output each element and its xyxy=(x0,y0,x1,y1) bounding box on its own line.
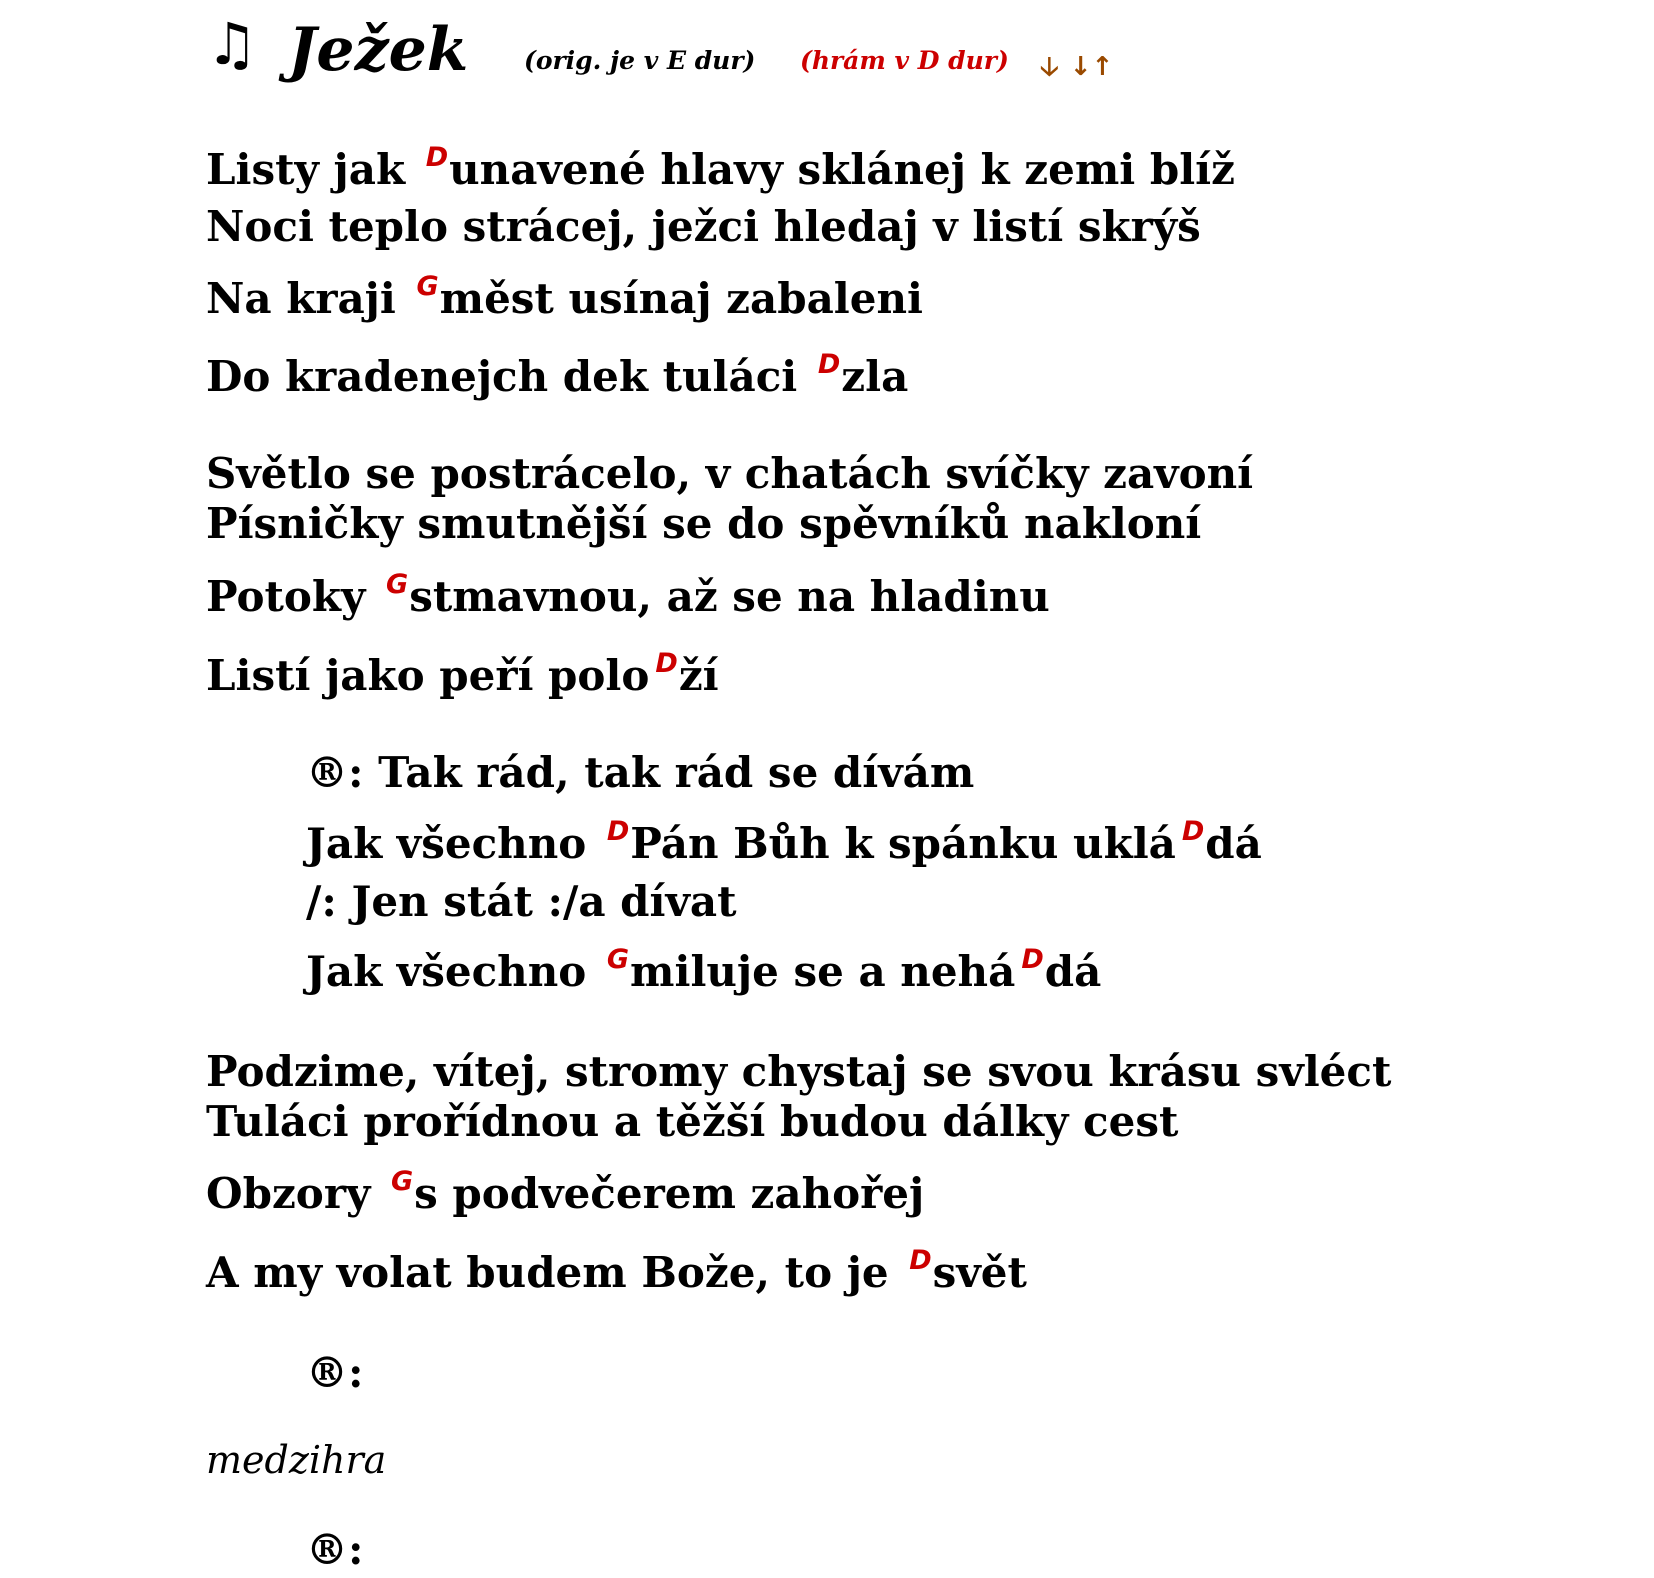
chord: G xyxy=(386,569,409,600)
refrain-line: Jak všechno $^G$miluje se a nehá $^D$dá xyxy=(306,944,1102,996)
chord: D xyxy=(909,1245,932,1276)
lyric-line: Potoky $^G$stmavnou, až se na hladinu xyxy=(206,569,1050,621)
lyric-line: Písničky smutnější se do spěvníků nakloní xyxy=(206,499,1202,548)
refrain-line: Jak všechno $^D$Pán Bůh k spánku uklá $^D$dá xyxy=(306,816,1262,868)
lyric-line: Na kraji $^G$měst usínaj zabaleni xyxy=(206,271,923,323)
lyric-line: Listí jako peří polo $^D$ží xyxy=(206,648,719,700)
refrain-marker: ®: xyxy=(306,1348,364,1397)
chord: D xyxy=(425,142,449,173)
music-note-icon: ♫ xyxy=(206,10,258,78)
lyric-line: Obzory $^G$s podvečerem zahořej xyxy=(206,1166,925,1218)
chord: D xyxy=(606,816,630,847)
lyric-line: Listy jak $^D$unavené hlavy sklánej k zemi blíž xyxy=(206,142,1235,194)
transpose-down-icon[interactable]: 🡣 xyxy=(1040,52,1059,82)
refrain-line: ®: Tak rád, tak rád se dívám xyxy=(306,748,975,797)
interlude-label: medzihra xyxy=(206,1438,387,1482)
played-key: (hrám v D dur) xyxy=(800,46,1009,75)
transpose-controls xyxy=(1040,48,1114,82)
lyric-line: Světlo se postrácelo, v chatách svíčky zavoní xyxy=(206,449,1254,498)
chord: G xyxy=(390,1166,414,1197)
lyric-line: Noci teplo strácej, ježci hledaj v listí skrýš xyxy=(206,202,1201,251)
chord: D xyxy=(655,648,678,679)
original-key: (orig. je v E dur) xyxy=(524,46,756,75)
chord: G xyxy=(606,944,630,975)
transpose-swap-icon[interactable]: ↓↑ xyxy=(1069,52,1114,82)
lyric-line: Tuláci prořídnou a těžší budou dálky cest xyxy=(206,1097,1179,1146)
refrain-line: /: Jen stát :/a dívat xyxy=(306,877,737,926)
lyric-line: A my volat budem Bože, to je $^D$svět xyxy=(206,1245,1027,1297)
lyric-line: Do kradenejch dek tuláci $^D$zla xyxy=(206,349,909,401)
chord: D xyxy=(1181,816,1205,847)
lyric-line: Podzime, vítej, stromy chystaj se svou krásu svléct xyxy=(206,1047,1392,1096)
refrain-marker: ®: xyxy=(306,1525,364,1574)
song-title: Ježek xyxy=(288,15,469,85)
chord: D xyxy=(817,349,841,380)
chord: D xyxy=(1021,944,1044,975)
chord: G xyxy=(416,271,439,302)
